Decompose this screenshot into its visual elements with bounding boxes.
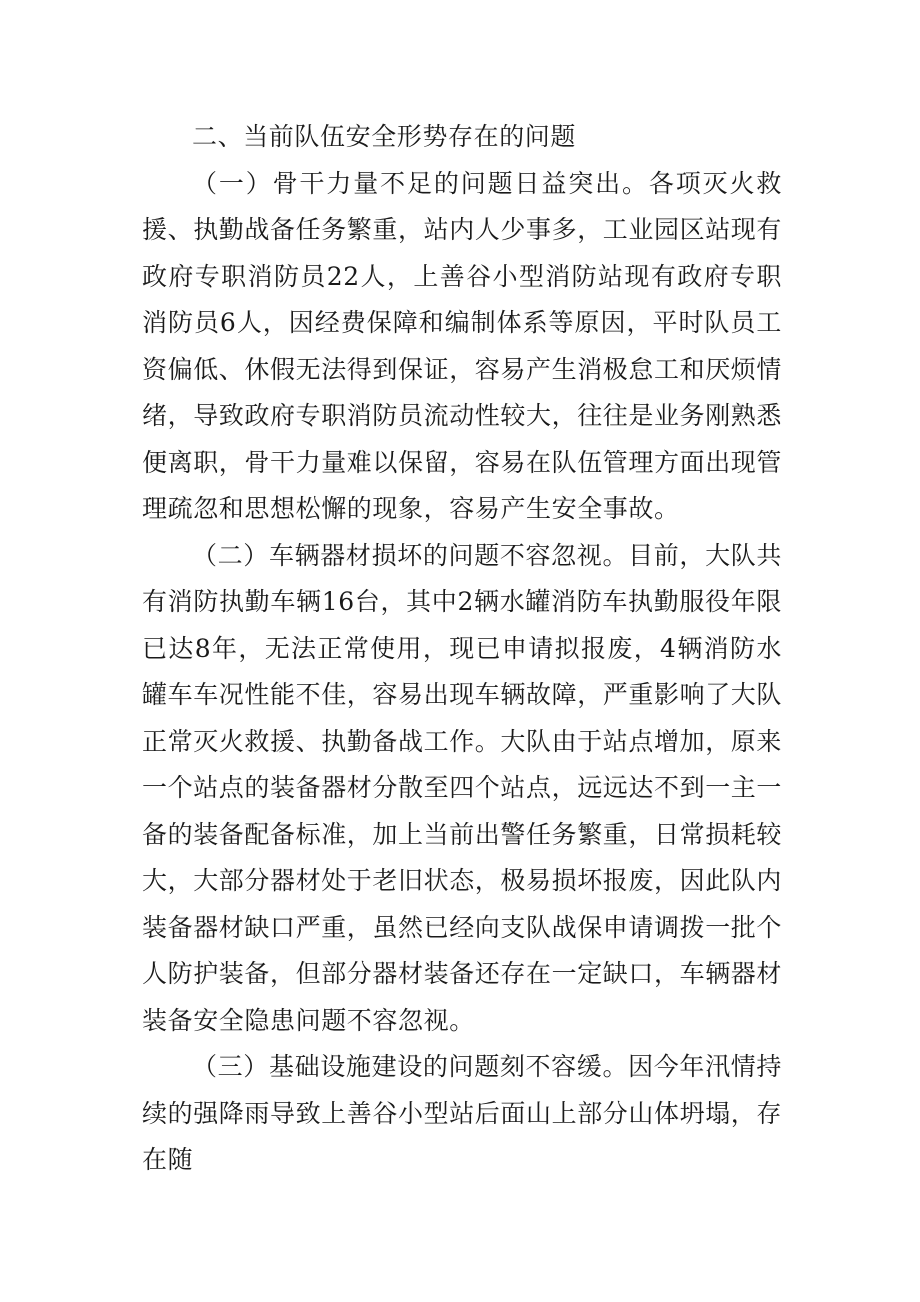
- paragraph-backbone-strength: （一）骨干力量不足的问题日益突出。各项灭火救援、执勤战备任务繁重，站内人少事多，工业园区站现有政府专职消防员22人，上善谷小型消防站现有政府专职消防员6人，因经费保障和编制体系等原因，平时队员工资偏低、休假无法得到保证，容易产生消极怠工和厌烦情绪，导致政府专职消防员流动性较大，往往是业务刚熟悉便离职，骨干力量难以保留，容易在队伍管理方面出现管理疏忽和思想松懈的现象，容易产生安全事故。: [142, 168, 783, 523]
- paragraph-vehicle-equipment: （二）车辆器材损坏的问题不容忽视。目前，大队共有消防执勤车辆16台，其中2辆水罐消防车执勤服役年限已达8年，无法正常使用，现已申请拟报废，4辆消防水罐车车况性能不佳，容易出现车辆故障，严重影响了大队正常灭火救援、执勤备战工作。大队由于站点增加，原来一个站点的装备器材分散至四个站点，远远达不到一主一备的装备配备标准，加上当前出警任务繁重，日常损耗较大，大部分器材处于老旧状态，极易损坏报废，因此队内装备器材缺口严重，虽然已经向支队战保申请调拨一批个人防护装备，但部分器材装备还存在一定缺口，车辆器材装备安全隐患问题不容忽视。: [142, 540, 783, 1035]
- document-body: [142, 114, 782, 1184]
- section-heading: 二、当前队伍安全形势存在的问题: [192, 122, 577, 151]
- paragraph-infrastructure: （三）基础设施建设的问题刻不容缓。因今年汛情持续的强降雨导致上善谷小型站后面山上部分山体坍塌，存在随: [142, 1052, 783, 1174]
